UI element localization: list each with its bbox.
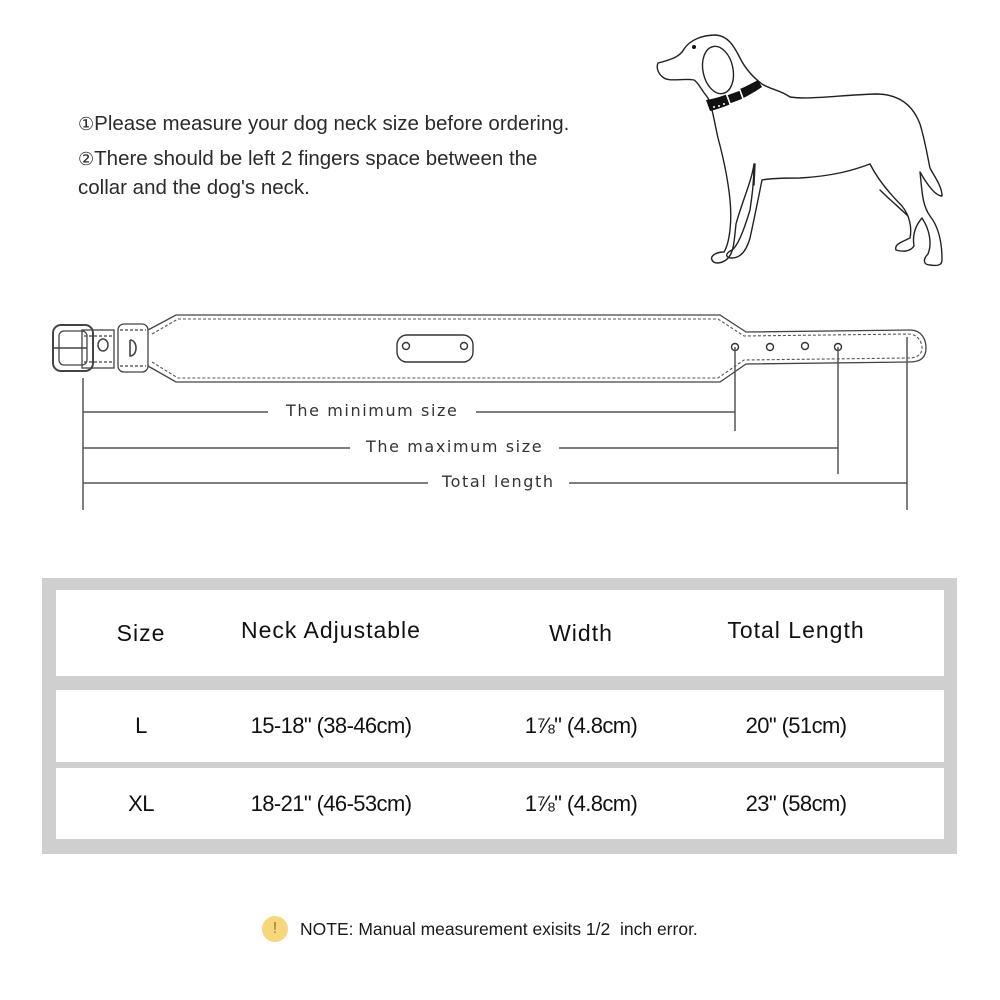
header-size: Size — [116, 619, 166, 646]
cell-neck-adjustable: 15-18" (38-46cm) — [250, 713, 412, 738]
cell-size: L — [135, 713, 147, 738]
instruction-2-continuation: collar and the dog's neck. — [78, 176, 310, 199]
instruction-2-text: There should be left 2 fingers space between the — [94, 147, 538, 170]
cell-total-length: 20" (51cm) — [745, 713, 847, 738]
instruction-1-text: Please measure your dog neck size before ordering. — [94, 112, 570, 135]
table-header-row — [56, 590, 944, 676]
size-table — [42, 578, 957, 854]
note-text: NOTE: Manual measurement exisits 1/2 inch error. — [300, 918, 698, 939]
cell-neck-adjustable: 18-21" (46-53cm) — [250, 790, 412, 816]
exclamation-icon: ! — [262, 916, 288, 942]
header-total-length: Total Length — [727, 616, 865, 643]
cell-total-length: 23" (58cm) — [745, 790, 847, 816]
cell-width: 1⅞" (4.8cm) — [524, 713, 638, 738]
table-row — [56, 690, 944, 762]
measurement-note — [262, 915, 698, 943]
circled-number-2: ② — [78, 149, 95, 170]
table-row — [56, 768, 944, 839]
cell-size: XL — [128, 790, 154, 816]
circled-number-1: ① — [78, 114, 95, 135]
minimum-size-label: The minimum size — [268, 401, 476, 420]
cell-width: 1⅞" (4.8cm) — [524, 790, 638, 816]
total-length-label: Total length — [428, 472, 569, 491]
header-width: Width — [549, 619, 613, 646]
maximum-size-label: The maximum size — [350, 437, 559, 456]
header-neck-adjustable: Neck Adjustable — [241, 616, 421, 643]
